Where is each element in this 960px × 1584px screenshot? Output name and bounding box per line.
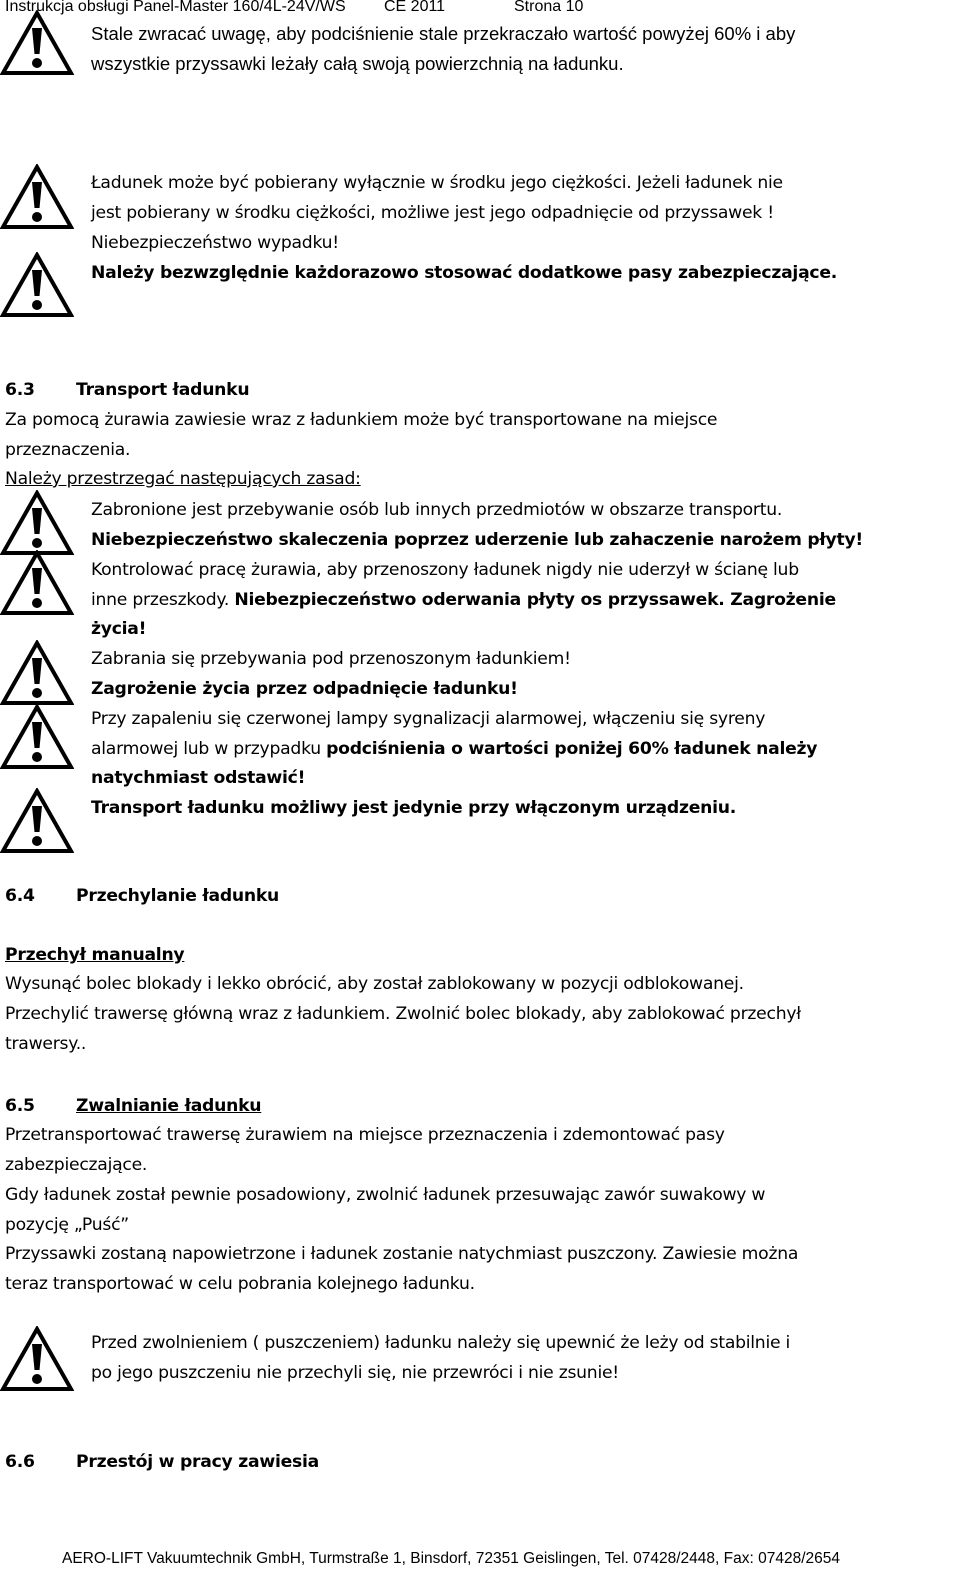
- warning-text-bold: Zagrożenie życia przez odpadnięcie ładunku!: [91, 679, 518, 699]
- section-title: Przestój w pracy zawiesia: [76, 1452, 319, 1472]
- warning-triangle-icon: [0, 164, 74, 230]
- warning-text: Zabronione jest przebywanie osób lub innych przedmiotów w obszarze transportu.: [91, 500, 783, 520]
- warning-text-bold: natychmiast odstawić!: [91, 768, 306, 788]
- section-title: Przechylanie ładunku: [76, 886, 280, 906]
- subsection-title: Przechył manualny: [5, 945, 185, 965]
- warning-text: po jego puszczeniu nie przechyli się, nie przewróci i nie zsunie!: [91, 1363, 619, 1383]
- warning-text-bold: życia!: [91, 619, 147, 639]
- paragraph-line: Przyssawki zostaną napowietrzone i ładunek zostanie natychmiast puszczony. Zawiesie można: [5, 1244, 799, 1264]
- warning-triangle-icon: [0, 10, 74, 76]
- warning-triangle-icon: [0, 788, 74, 854]
- warning-triangle-icon: [0, 1326, 74, 1392]
- paragraph-line: Za pomocą żurawia zawiesie wraz z ładunkiem może być transportowane na miejsce: [5, 410, 718, 430]
- warning-text-bold: podciśnienia o wartości poniżej 60% ładunek należy: [326, 739, 818, 759]
- warning-triangle-icon: [0, 490, 74, 556]
- paragraph-line: trawersy..: [5, 1034, 87, 1054]
- warning-text: [91, 590, 836, 610]
- section-title: Zwalnianie ładunku: [76, 1096, 262, 1116]
- section-number: 6.6: [5, 1452, 35, 1472]
- rules-heading: Należy przestrzegać następujących zasad:: [5, 469, 361, 489]
- warning-text: Ładunek może być pobierany wyłącznie w środku jego ciężkości. Jeżeli ładunek nie: [91, 173, 783, 193]
- warning-text-part: inne przeszkody.: [91, 590, 235, 610]
- warning-triangle-icon: [0, 550, 74, 616]
- section-number: 6.3: [5, 380, 35, 400]
- paragraph-line: pozycję „Puść”: [5, 1215, 129, 1235]
- warning-text: Niebezpieczeństwo wypadku!: [91, 233, 339, 253]
- paragraph-line: Wysunąć bolec blokady i lekko obrócić, aby został zablokowany w pozycji odblokowanej.: [5, 974, 744, 994]
- warning-triangle-icon: [0, 640, 74, 706]
- warning-text: [91, 739, 817, 759]
- warning-text: wszystkie przyssawki leżały całą swoją powierzchnią na ładunku.: [91, 53, 624, 74]
- header-title: Instrukcja obsługi Panel-Master 160/4L-24V/WS: [5, 0, 346, 15]
- warning-text-bold: Niebezpieczeństwo oderwania płyty os przyssawek. Zagrożenie: [234, 590, 836, 610]
- section-number: 6.4: [5, 886, 35, 906]
- paragraph-line: Przetransportować trawersę żurawiem na miejsce przeznaczenia i zdemontować pasy: [5, 1125, 725, 1145]
- warning-text: Stale zwracać uwagę, aby podciśnienie stale przekraczało wartość powyżej 60% i aby: [91, 23, 796, 44]
- paragraph-line: teraz transportować w celu pobrania kolejnego ładunku.: [5, 1274, 475, 1294]
- section-title: Transport ładunku: [76, 380, 250, 400]
- warning-text-bold: Należy bezwzględnie każdorazowo stosować dodatkowe pasy zabezpieczające.: [91, 263, 838, 283]
- paragraph-line: Gdy ładunek został pewnie posadowiony, zwolnić ładunek przesuwając zawór suwakowy w: [5, 1185, 766, 1205]
- warning-text: Przy zapaleniu się czerwonej lampy sygnalizacji alarmowej, włączeniu się syreny: [91, 709, 766, 729]
- warning-text: Kontrolować pracę żurawia, aby przenoszony ładunek nigdy nie uderzył w ścianę lub: [91, 560, 799, 580]
- paragraph-line: Przechylić trawersę główną wraz z ładunkiem. Zwolnić bolec blokady, aby zablokować przechył: [5, 1004, 801, 1024]
- warning-triangle-icon: [0, 252, 74, 318]
- footer-address: AERO-LIFT Vakuumtechnik GmbH, Turmstraße 1, Binsdorf, 72351 Geislingen, Tel. 07428/2448, Fax: 07428/2654: [62, 1550, 840, 1567]
- warning-text: jest pobierany w środku ciężkości, możliwe jest jego odpadnięcie od przyssawek !: [91, 203, 774, 223]
- paragraph-line: zabezpieczające.: [5, 1155, 148, 1175]
- paragraph-line: przeznaczenia.: [5, 440, 131, 460]
- warning-triangle-icon: [0, 704, 74, 770]
- header-page: Strona 10: [514, 0, 584, 15]
- warning-text: Zabrania się przebywania pod przenoszonym ładunkiem!: [91, 649, 571, 669]
- header-edition: CE 2011: [384, 0, 446, 15]
- section-number: 6.5: [5, 1096, 35, 1116]
- warning-text: Przed zwolnieniem ( puszczeniem) ładunku należy się upewnić że leży od stabilnie i: [91, 1333, 791, 1353]
- warning-text-part: alarmowej lub w przypadku: [91, 739, 327, 759]
- warning-text-bold: Transport ładunku możliwy jest jedynie przy włączonym urządzeniu.: [91, 798, 737, 818]
- warning-text-bold: Niebezpieczeństwo skaleczenia poprzez uderzenie lub zahaczenie narożem płyty!: [91, 530, 863, 550]
